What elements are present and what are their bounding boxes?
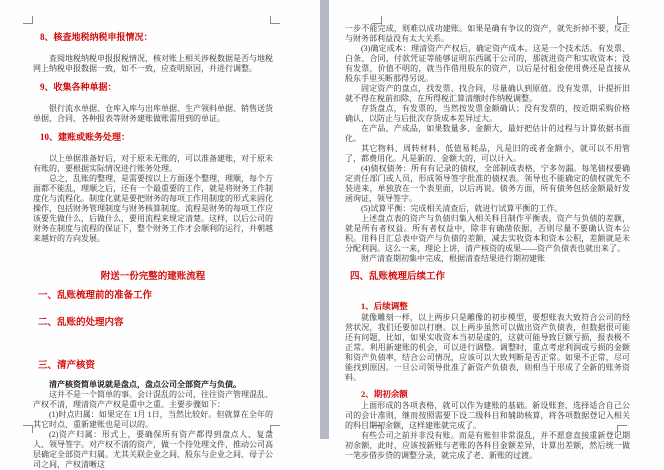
document-page-right[interactable] — [329, 0, 664, 460]
document-paragraph: 存货盘点，有发票的，当然按发票金额确认；没有发票的，按近期采购价格确认，以防止与后批次存货成本差异过大。 — [345, 104, 630, 123]
document-paragraph: (1)时点归属：如果定在 1月 1日，当然比较好。但就算在全年的其它时点，重新建账也是可以的。 — [33, 410, 273, 429]
document-paragraph: 查阅地税纳税申报报税情况，核对账上相关涉税数据是否与地税网上纳税申报数据一致，如不一致，应查明原因，并进行调整。 — [33, 54, 273, 73]
document-heading: 四、乱账梳理后续工作 — [350, 272, 446, 282]
page-left-text-body[interactable] — [33, 24, 273, 469]
document-paragraph: 总之，乱账的整理，是需要按以上方面逐个整理，理顺，每个方面都不能乱，理顺之后，还有一个最重要的工作，就是将财务工作制度化与流程化。制度化就是要把财务的每项工作用制度的形式来固化操作，包括财务管理制度与财务核算制度。流程是财务的每项工作应该要先做什么，后做什么，要用流程来规定清楚。这样，以后公司的财务在制度与流程的保证下，整个财务工作才会顺利的运行，并朝越来越好的方向发展。 — [33, 174, 273, 243]
margin-crop-mark — [372, 16, 382, 24]
margin-crop-mark — [270, 16, 280, 24]
document-paragraph: 就像雕刻一样，以上两步只是雕像的初步模型，要想账表大致符合公司的经营状况，我们还要加以打磨。以上两步虽然可以做出资产负债表，但数据很可能还有问题，比如，如果实收资本当初是虚的，这就可能导致巨额亏损，报表极不正常。利用新建账的机会，可以进行调整。调整时，重点考虑利润或亏损的金额和资产负债率，结合公司情况，应该可以大致判断是否正常。如果不正常，尽可能找到原因。一旦公司领导批准了新资产负债表，则相当于形成了全新的账务资料。 — [345, 313, 630, 382]
document-heading: 9、收集各种单据： — [40, 82, 117, 92]
document-paragraph: 其它物料、周转材料、低值易耗品，凡是旧的或者金额小，就可以不用管了，都费用化。凡是新的、金额大的，可以计入。 — [345, 144, 630, 163]
document-heading: 1、后续调整 — [361, 301, 408, 311]
document-paragraph: (3)确定成本：理清资产产权后，确定资产成本。这是一个技术活。有发票、白条、合同、付款凭证等能够证明东西属于公司的，那就进资产和实收资本；没有发票，价值不明的，就当作借用股东的资产，以后是付租金使用费还是直接从股东手里买断那得另说。 — [345, 44, 630, 83]
document-paragraph: (5)试算平衡：完成相关清查后，就进行试算平衡的工作。 — [361, 204, 563, 213]
document-heading: 10、建账或账务处理： — [40, 132, 131, 142]
document-heading: 三、清产核资 — [38, 361, 96, 371]
document-heading: 二、乱账的处理内容 — [38, 318, 124, 328]
document-paragraph: 上述盘点表的资产与负债归集入相关科目制作平衡表，资产与负债的差额，就是所有者权益。所有者权益中，除非有确凿依据，否则尽量不要确认资本公积。用科目汇总表中资产与负债的差额，减去实收资本和资本公积，差额就是未分配利润。这么一来，理论上讲，清产核资的成果——资产负债表也就出来了。 — [345, 214, 630, 253]
document-paragraph: 固定资产的盘点，找发票、找合同，尽量确认到原值。没有发票，计提折旧就不得在税前扣除，在所得税汇算清缴时作纳税调整。 — [345, 84, 630, 103]
document-paragraph: 上面形成的各项表格，就可以作为建账的基础。新设账套，选择适合自己公司的会计准则，继而按照需要下设二级科目和辅助核算，将各项数据登记入相关的科目期初余额，这样建账就完成了。 — [345, 401, 630, 430]
document-heading: 一、乱账梳理前的准备工作 — [38, 291, 153, 301]
document-paragraph: 财产清查期初集中完成，根据清查结果进行期初建账 — [361, 254, 545, 263]
document-heading: 2、期初余额 — [361, 389, 408, 399]
document-paragraph: 这并不是一个简单的事。会计混乱的公司，往往资产管理混乱、产权不清，理清资产产权是重中之重。主要步骤如下： — [33, 390, 273, 409]
document-paragraph: (2)资产归属：形式上，要确保所有资产都得到盘点人、复盘人、领导签字。对产权不清的资产，做一个待处理文件，推动公司高层确定全部资产归属。尤其关联企业之间、股东与企业之间、母子公司之间，产权清晰这 — [33, 430, 273, 469]
document-page-left[interactable] — [0, 0, 320, 469]
document-paragraph: 在产品、产成品，如果数量多、金额大，最好把估计的过程与计算依据书面化。 — [345, 124, 630, 143]
document-heading: 8、核查地税纳税申报情况： — [40, 32, 153, 42]
document-paragraph: 有些公司之前并非没有账。而是有账但非常混乱，并不愿意直接重新登记期初余额，此时，应该按新账与老账的各科目金额差异，计算出差额，然后统一做一笔步借步贷的调整分录，就完成了老、新账的过渡。 — [345, 431, 630, 460]
page-gap-divider — [320, 0, 329, 439]
document-heading: 附送一份完整的建账流程 — [100, 272, 206, 282]
document-paragraph: 一步不能完成，则难以成功建账。如果是确有争议的资产，就先折掉不要，反正与财务部利益没有太大关系。 — [345, 24, 630, 43]
document-paragraph: 清产核资简单说就是盘点，盘点公司全部资产与负债。 — [49, 380, 241, 389]
page-right-text-body[interactable] — [345, 24, 630, 460]
margin-crop-mark — [617, 16, 627, 24]
document-paragraph: 银行流水单据、仓库入库与出库单据、生产领料单据、销售送货单据、合同、各种报表等财务建账做账需用到的单证。 — [33, 104, 273, 123]
margin-crop-mark — [23, 425, 33, 433]
document-paragraph: 以上单据准备好后，对于原未无账的，可以准备建账，对于原未有账的，要根据实际情况进行账务处理。 — [33, 154, 273, 173]
margin-crop-mark — [23, 16, 33, 24]
document-paragraph: (4)债权债务：所有有记录的债权，全部制成表格，宁多勿漏。每笔债权要确定责任部门或人员，形成领导签字批准的债权表。领导也不能确定的债权就先不装进来，单独放在一个表里面，以后再说。债务方面，所有债务包括金额最好发函询证，领导签字。 — [345, 164, 630, 203]
